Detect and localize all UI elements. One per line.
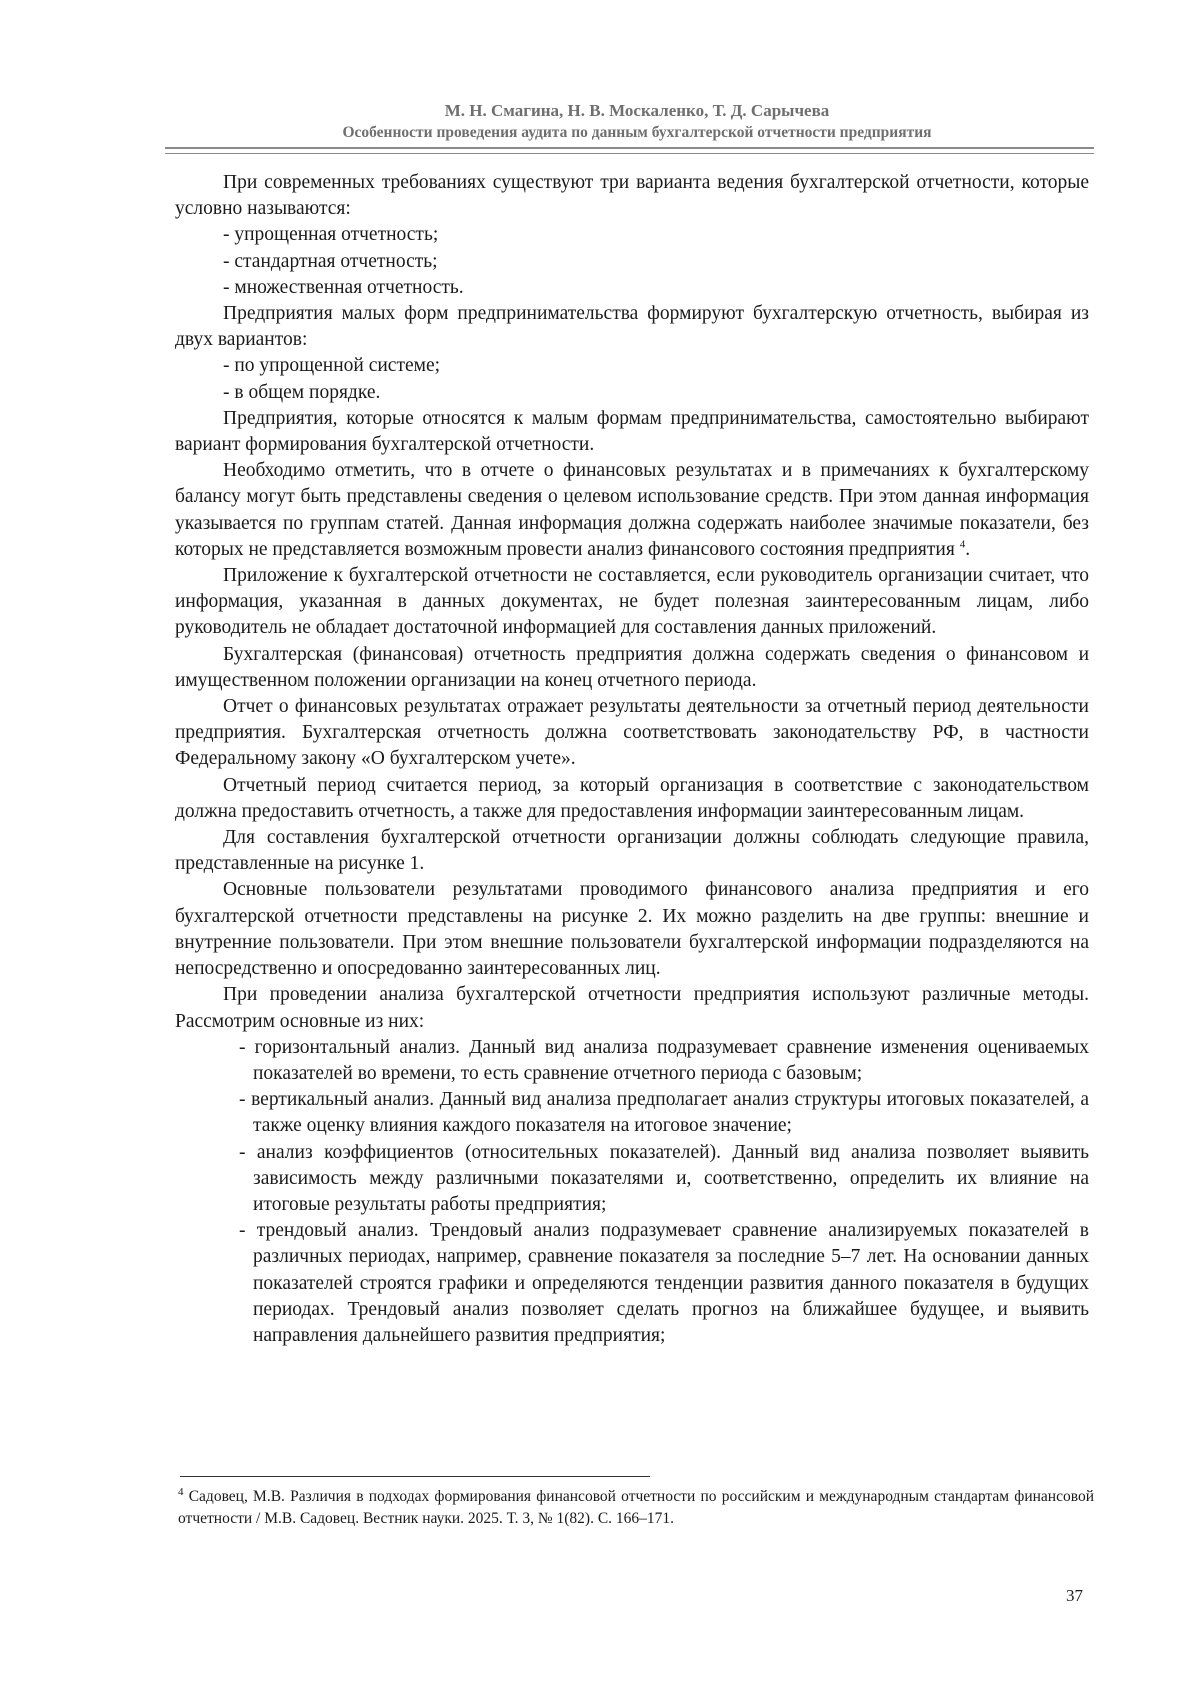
list-item: - множественная отчетность. <box>223 276 464 298</box>
list-item: - в общем порядке. <box>223 381 381 403</box>
methods-list <box>175 1035 1089 1349</box>
header-title: Особенности проведения аудита по данным бухгалтерской отчетности предприятия <box>342 124 932 141</box>
running-header <box>180 100 1094 144</box>
paragraph-9: Для составления бухгалтерской отчетности организации должны соблюдать следующие правила, представленные на рисунке 1. <box>175 827 1089 875</box>
paragraph-4: Необходимо отметить, что в отчете о финансовых результатах и в примечаниях к бухгалтерскому балансу могут быть представлены сведения о целевом использование средств. При этом данная информация указывается по группам статей. Данная информация должна содержать наиболее значимые показатели, без которых не представляется возможным провести анализ финансового состояния предприятия $^4$. <box>175 460 1089 560</box>
method-trend: - трендовый анализ. Трендовый анализ подразумевает сравнение анализируемых показателей в различных периодах, например, сравнение показателя за последние 5–7 лет. На основании данных показателей строятся графики и определяются тенденции развития данного показателя в будущих периодах. Трендовый анализ позволяет сделать прогноз на ближайшее будущее, и выявить направления дальнейшего развития предприятия; <box>239 1220 1089 1346</box>
footnote-number: 4 <box>178 1485 184 1498</box>
paragraph-8: Отчетный период считается период, за который организация в соответствие с законодательством должна предоставить отчетность, а также для предоставления информации заинтересованным лицам. <box>175 774 1089 822</box>
body-text <box>175 170 1089 1349</box>
list-item: - стандартная отчетность; <box>223 250 438 272</box>
footnote-rule <box>180 1476 650 1477</box>
paragraph-2: Предприятия малых форм предпринимательства формируют бухгалтерскую отчетность, выбирая из двух вариантов: <box>175 303 1089 351</box>
paragraph-7: Отчет о финансовых результатах отражает результаты деятельности за отчетный период деятельности предприятия. Бухгалтерская отчетность должна соответствовать законодательству РФ, в частности Федеральному закону «О бухгалтерском учете». <box>175 696 1089 770</box>
footnote-reference[interactable]: 4 <box>959 538 966 551</box>
footnote <box>178 1486 1094 1530</box>
paragraph-4-text: Необходимо отметить, что в отчете о финансовых результатах и в примечаниях к бухгалтерскому балансу могут быть представлены сведения о целевом использование средств. При этом данная информация указывается по группам статей. Данная информация должна содержать наиболее значимые показатели, без которых не представляется возможным провести анализ финансового состояния предприятия <box>175 460 1089 560</box>
paragraph-5: Приложение к бухгалтерской отчетности не составляется, если руководитель организации считает, что информация, указанная в данных документах, не будет полезная заинтересованным лицам, либо руководитель не обладает достаточной информацией для составления данных приложений. <box>175 565 1089 639</box>
method-coefficients: - анализ коэффициентов (относительных показателей). Данный вид анализа позволяет выявить зависимость между различными показателями и, соответственно, определить их влияние на итоговые результаты работы предприятия; <box>239 1141 1089 1215</box>
footnote-text: Садовец, М.В. Различия в подходах формирования финансовой отчетности по российским и международным стандартам финансовой отчетности / М.В. Садовец. Вестник науки. 2025. Т. 3, № 1(82). С. 166–171. <box>178 1488 1094 1527</box>
paragraph-6: Бухгалтерская (финансовая) отчетность предприятия должна содержать сведения о финансовом и имущественном положении организации на конец отчетного периода. <box>175 643 1089 691</box>
paragraph-10: Основные пользователи результатами проводимого финансового анализа предприятия и его бухгалтерской отчетности представлены на рисунке 2. Их можно разделить на две группы: внешние и внутренние пользователи. При этом внешние пользователи бухгалтерской информации подразделяются на непосредственно и опосредованно заинтересованных лиц. <box>175 879 1089 980</box>
page-number: 37 <box>1066 1586 1083 1605</box>
list-item: - упрощенная отчетность; <box>223 224 439 246</box>
header-rule-thin <box>165 153 1094 154</box>
paragraph-11: При проведении анализа бухгалтерской отчетности предприятия используют различные методы. Рассмотрим основные из них: <box>175 984 1089 1032</box>
method-vertical: - вертикальный анализ. Данный вид анализа предполагает анализ структуры итоговых показателей, а также оценку влияния каждого показателя на итоговое значение; <box>239 1089 1089 1137</box>
method-horizontal: - горизонтальный анализ. Данный вид анализа подразумевает сравнение изменения оцениваемых показателей во времени, то есть сравнение отчетного периода с базовым; <box>239 1036 1089 1084</box>
list-item: - по упрощенной системе; <box>223 355 441 377</box>
header-rule-thick <box>165 147 1094 149</box>
header-authors: М. Н. Смагина, Н. В. Москаленко, Т. Д. Сарычева <box>444 101 830 120</box>
paragraph-1: При современных требованиях существуют три варианта ведения бухгалтерской отчетности, которые условно называются: <box>175 172 1089 220</box>
paragraph-3: Предприятия, которые относятся к малым формам предпринимательства, самостоятельно выбирают вариант формирования бухгалтерской отчетности. <box>175 407 1089 456</box>
